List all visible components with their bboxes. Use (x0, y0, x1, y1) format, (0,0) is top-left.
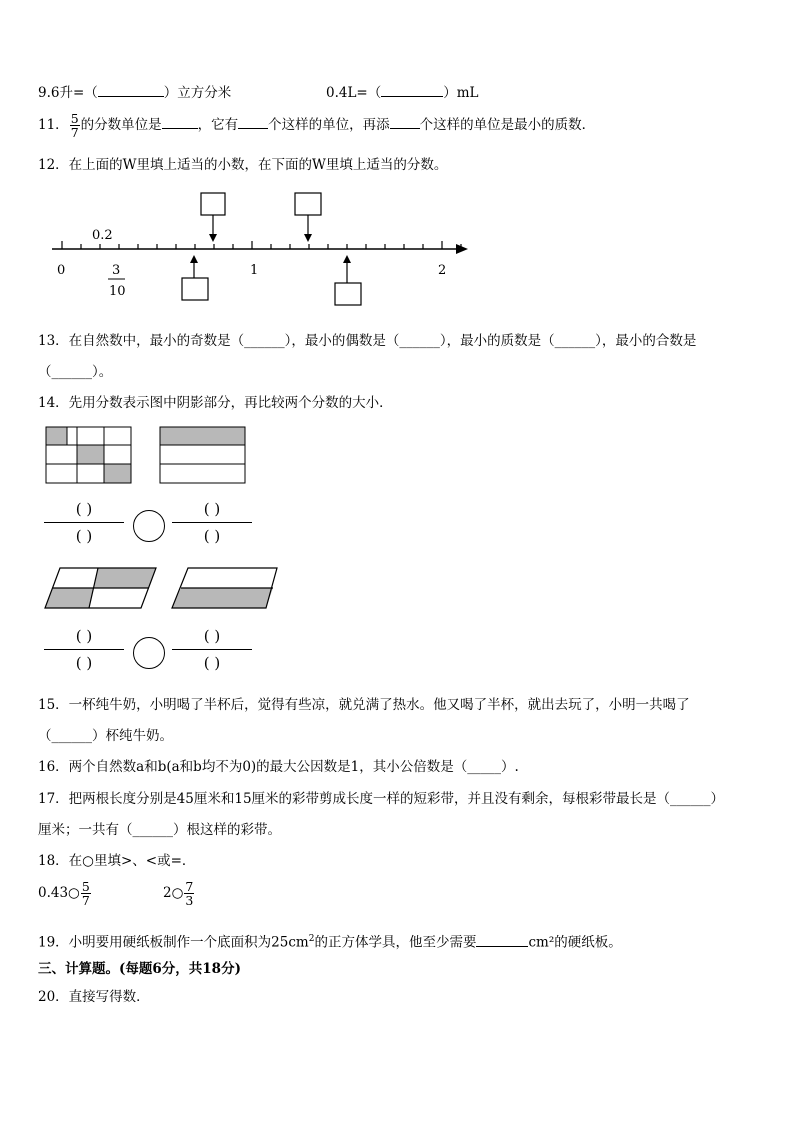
frac-num-3: 3 (112, 263, 121, 278)
conversion-left-prefix: 9.6升=（ (38, 85, 98, 101)
conversion-line (38, 82, 231, 102)
answer-blank[interactable] (381, 82, 443, 97)
frac-den-10: 10 (109, 284, 126, 299)
denominator-paren: ( ) (203, 654, 221, 672)
denominator-paren: ( ) (203, 527, 221, 545)
shaded-cell (46, 427, 67, 445)
q11-text-a: 的分数单位是 (80, 117, 162, 133)
frac-num: 5 (81, 879, 90, 894)
q13-line1: 13．在自然数中，最小的奇数是（______），最小的偶数是（______），最小的质数是（______），最小的合数是 (38, 333, 697, 349)
answer-blank[interactable] (98, 82, 164, 97)
conversion-right-prefix: 0.4L=（ (326, 85, 382, 101)
section-3-title: 三、计算题。(每题6分，共18分) (38, 961, 241, 977)
arrow-down-icon (209, 234, 217, 242)
frac-num: 7 (185, 879, 194, 894)
q11-fraction (70, 112, 80, 139)
conversion-left-suffix: ）立方分米 (163, 85, 232, 101)
answer-box-bottom-2[interactable] (335, 283, 361, 305)
answer-blank[interactable] (476, 932, 528, 947)
q18-right-prefix: 2○ (163, 885, 184, 901)
answer-blank[interactable] (390, 114, 420, 129)
fraction-answer-1[interactable] (44, 498, 124, 547)
q18-left-prefix: 0.43○ (38, 885, 80, 901)
denominator-paren: ( ) (75, 527, 93, 545)
compare-circle[interactable] (133, 637, 165, 669)
q18-left-fraction (81, 880, 91, 907)
q18-right-compare (163, 880, 195, 907)
answer-blank[interactable] (238, 114, 268, 129)
fraction-answer-4[interactable] (172, 625, 252, 674)
label-0: 0 (57, 263, 66, 278)
arrow-down-icon (304, 234, 312, 242)
q17-line2: 厘米；一共有（______）根这样的彩带。 (38, 822, 281, 838)
arrow-head-icon (456, 244, 468, 254)
numerator-paren: ( ) (203, 500, 221, 518)
q18-text: 18．在○里填>、<或=． (38, 853, 196, 869)
q15-line1: 15．一杯纯牛奶，小明喝了半杯后，觉得有些凉，就兑满了热水。他又喝了半杯，就出去玩了，小明一共喝了 (38, 697, 690, 713)
q16-text: 16．两个自然数a和b(a和b均不为0)的最大公因数是1，其小公倍数是（_____）. (38, 759, 519, 775)
compare-circle[interactable] (133, 510, 165, 542)
question-19 (38, 930, 622, 952)
denominator-paren: ( ) (75, 654, 93, 672)
q15-line2: （______）杯纯牛奶。 (38, 728, 173, 744)
numerator-paren: ( ) (75, 627, 93, 645)
shaded-row (160, 427, 245, 445)
q11-text-b: ，它有 (197, 117, 239, 133)
q19-superscript: 2 (308, 934, 315, 944)
q18-right-fraction (184, 880, 194, 907)
shaded-part (94, 568, 156, 588)
shaded-cell (104, 464, 131, 483)
q19-text-b: 的正方体学具，他至少需要 (314, 934, 477, 951)
answer-blank[interactable] (162, 114, 198, 129)
number-line-ticks (62, 241, 461, 249)
q11-number: 11． (38, 117, 69, 133)
q11-text-c: 个这样的单位，再添 (268, 117, 390, 133)
label-0-2: 0.2 (92, 228, 113, 243)
conversion-right-suffix: ）mL (443, 85, 479, 101)
q11-frac-num: 5 (70, 111, 79, 126)
answer-box-top-2[interactable] (295, 193, 321, 215)
label-2: 2 (438, 263, 447, 278)
fraction-answer-2[interactable] (172, 498, 252, 547)
q18-left-compare (38, 880, 92, 907)
q13-line2: （______）。 (38, 364, 113, 380)
fraction-answer-3[interactable] (44, 625, 124, 674)
shaded-cell (77, 445, 104, 464)
question-11 (38, 112, 595, 139)
shaded-grids-figure (0, 420, 300, 490)
arrow-up-icon (190, 255, 198, 263)
q20-text: 20．直接写得数． (38, 989, 150, 1005)
numerator-paren: ( ) (203, 627, 221, 645)
shaded-part (172, 588, 273, 608)
q12-text: 12．在上面的W里填上适当的小数，在下面的W里填上适当的分数。 (38, 157, 448, 173)
frac-den: 7 (81, 893, 90, 908)
q17-line1: 17．把两根长度分别是45厘米和15厘米的彩带剪成长度一样的短彩带，并且没有剩余，每根彩带最长是（______） (38, 791, 725, 807)
answer-box-bottom-1[interactable] (182, 278, 208, 300)
q14-text: 14．先用分数表示图中阴影部分，再比较两个分数的大小． (38, 395, 393, 411)
q11-frac-den: 7 (70, 125, 79, 140)
conversion-line-right (326, 82, 479, 102)
numerator-paren: ( ) (75, 500, 93, 518)
q19-text-a: 19．小明要用硬纸板制作一个底面积为25cm (38, 934, 309, 951)
frac-den: 3 (185, 893, 194, 908)
number-line-figure (0, 185, 794, 315)
shaded-parallelograms-figure (0, 560, 300, 616)
q19-text-c: cm²的硬纸板。 (528, 934, 622, 951)
label-1: 1 (250, 263, 259, 278)
shaded-part (45, 588, 94, 608)
answer-box-top-1[interactable] (201, 193, 225, 215)
arrow-up-icon (343, 255, 351, 263)
q11-text-d: 个这样的单位是最小的质数． (419, 117, 596, 133)
